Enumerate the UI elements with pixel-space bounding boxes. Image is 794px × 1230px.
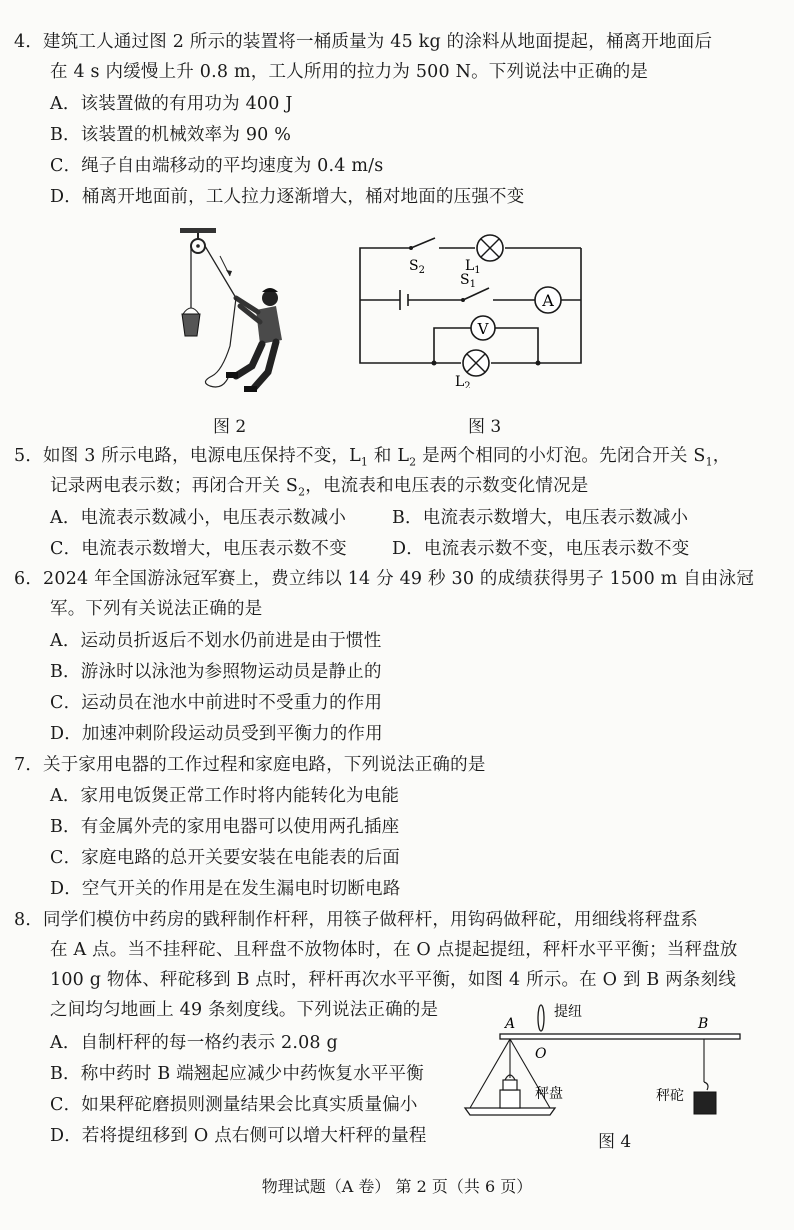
label-scale-pan: 秤盘 [535,1086,563,1102]
scale-pan [465,1108,555,1115]
q5-stem-line1: 5．如图 3 所示电路，电源电压保持不变，$L_1$ 和 $L_2$ 是两个相同的小灯泡。先闭合开关 $S_1$， [14,446,731,469]
label-lift-cord: 提纽 [554,1004,582,1020]
q7-stem: 7．关于家用电器的工作过程和家庭电路，下列说法正确的是 [14,755,486,775]
q5-option-c: C．电流表示数增大，电压表示数不变 [50,539,347,559]
figure-4-steelyard [460,1000,750,1125]
q5-option-d: D．电流表示数不变，电压表示数不变 [392,539,690,559]
q8-option-a: A．自制杆秤的每一格约表示 2.08 g [50,1033,338,1053]
label-l1: $L_1$ [465,258,481,276]
voltmeter [471,316,495,340]
steelyard-beam [500,1034,740,1039]
counterweight [694,1092,716,1114]
lift-cord [538,1005,544,1031]
q6-stem-line1: 6．2024 年全国游泳冠军赛上，费立纬以 14 分 49 秒 30 的成绩获得男子 1500 m 自由泳冠 [14,569,755,589]
q4-stem-line2: 在 4 s 内缓慢上升 0.8 m，工人所用的拉力为 500 N。下列说法中正确的是 [50,62,649,82]
label-l2: $L_2$ [455,374,471,388]
q7-option-c: C．家庭电路的总开关要安装在电能表的后面 [50,848,400,868]
weight-on-pan [500,1075,520,1108]
q8-stem-line1: 8．同学们模仿中药房的戥秤制作杆秤，用筷子做秤杆，用钩码做秤砣，用细线将秤盘系 [14,910,698,930]
paint-bucket [182,314,200,336]
q4-option-b: B．该装置的机械效率为 90 % [50,125,292,145]
q8-stem-line2: 在 A 点。当不挂秤砣、且秤盘不放物体时，在 O 点提起提纽，秤杆水平平衡；当秤盘放 [50,940,738,960]
label-point-a: A [505,1016,516,1032]
ammeter [535,287,561,313]
label-s2: $S_2$ [409,258,425,276]
worker-figure [226,288,282,392]
q8-stem-line3: 100 g 物体、秤砣移到 B 点时，秤杆再次水平平衡，如图 4 所示。在 O 到 B 两条刻线 [50,970,737,990]
label-s1: $S_1$ [460,272,476,290]
q8-option-b: B．称中药时 B 端翘起应减少中药恢复水平平衡 [50,1064,424,1084]
page-footer: 物理试题（A 卷） 第 2 页（共 6 页） [261,1177,533,1196]
q7-option-a: A．家用电饭煲正常工作时将内能转化为电能 [50,786,400,806]
q4-option-c: C．绳子自由端移动的平均速度为 0.4 m/s [50,156,384,176]
figure-2-caption: 图 2 [213,417,247,437]
q6-option-a: A．运动员折返后不划水仍前进是由于惯性 [50,631,382,651]
q8-option-d: D．若将提纽移到 O 点右侧可以增大杆秤的量程 [50,1126,427,1146]
q6-option-c: C．运动员在池水中前进时不受重力的作用 [50,693,383,713]
q7-option-d: D．空气开关的作用是在发生漏电时切断电路 [50,879,401,899]
figure-3-caption: 图 3 [468,417,502,437]
figure-2-pulley [170,226,295,401]
q6-option-b: B．游泳时以泳池为参照物运动员是静止的 [50,662,382,682]
q8-option-c: C．如果秤砣磨损则测量结果会比真实质量偏小 [50,1095,418,1115]
label-counterweight: 秤砣 [656,1088,684,1104]
q6-option-d: D．加速冲刺阶段运动员受到平衡力的作用 [50,724,383,744]
q4-option-a: A．该装置做的有用功为 400 J [50,94,293,114]
lamp-l2 [463,350,489,376]
figure-4-caption: 图 4 [598,1132,632,1152]
q5-option-b: B．电流表示数增大，电压表示数减小 [392,508,689,528]
q6-stem-line2: 军。下列有关说法正确的是 [50,599,263,619]
q7-option-b: B．有金属外壳的家用电器可以使用两孔插座 [50,817,400,837]
label-point-o: O [535,1046,547,1062]
lamp-l1 [477,235,503,261]
q5-option-a: A．电流表示数减小，电压表示数减小 [50,508,347,528]
ceiling-beam [180,228,216,233]
q4-option-d: D．桶离开地面前，工人拉力逐渐增大，桶对地面的压强不变 [50,187,525,207]
figure-3-circuit [355,228,595,388]
label-point-b: B [698,1016,709,1032]
q4-stem-line1: 4．建筑工人通过图 2 所示的装置将一桶质量为 45 kg 的涂料从地面提起，桶离开地面后 [14,32,713,52]
q8-stem-line4: 之间均匀地画上 49 条刻度线。下列说法正确的是 [50,1000,439,1020]
q5-stem-line2: 记录两电表示数；再闭合开关 $S_2$，电流表和电压表的示数变化情况是 [50,476,589,499]
ammeter-label: A [542,291,554,310]
voltmeter-label: V [477,320,489,338]
